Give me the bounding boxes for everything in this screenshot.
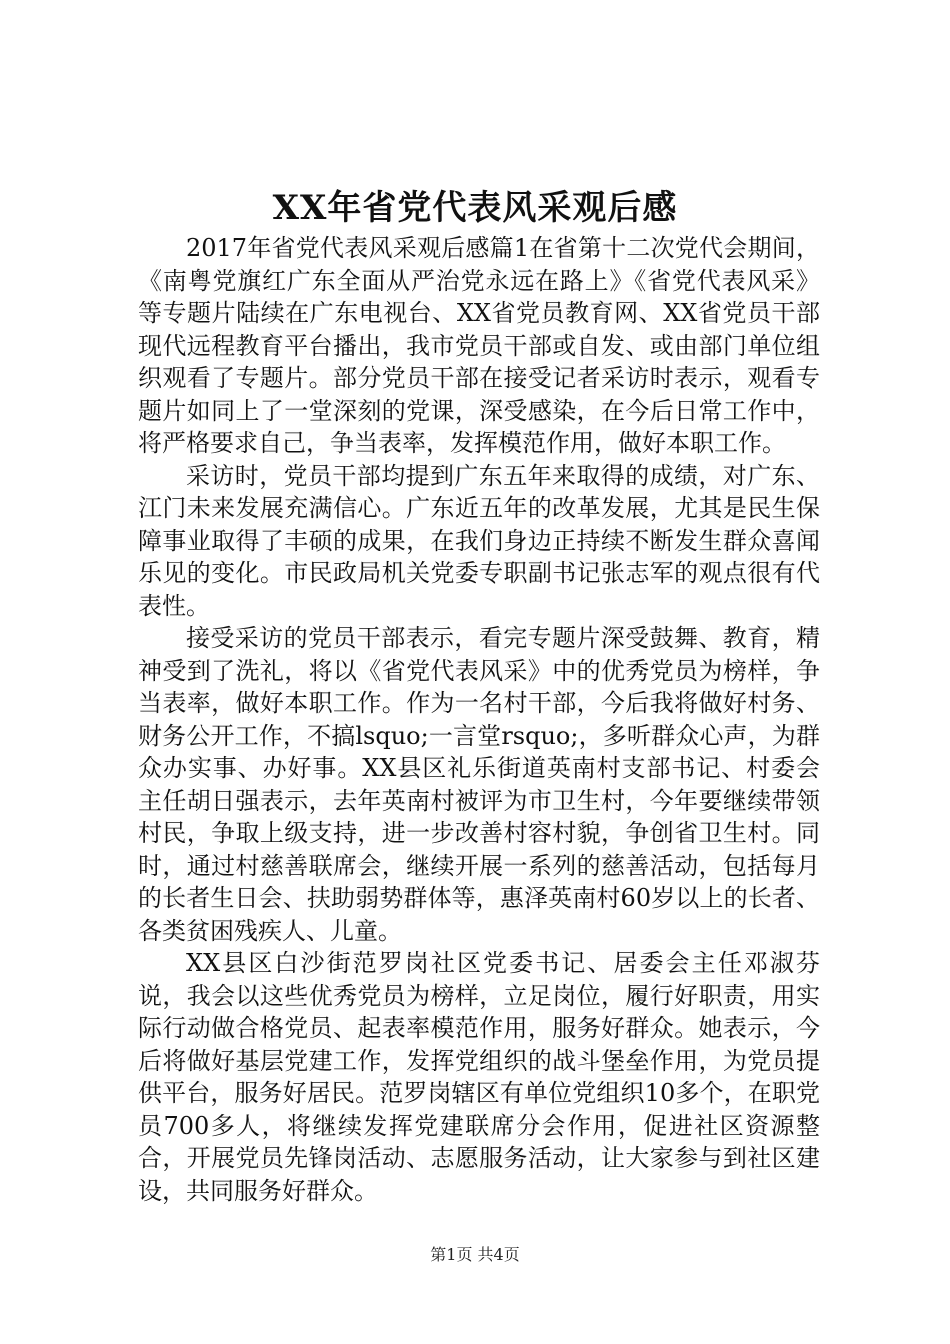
paragraph-2: 采访时，党员干部均提到广东五年来取得的成绩，对广东、江门未来发展充满信心。广东近五年的改革发展，尤其是民生保障事业取得了丰硕的成果，在我们身边正持续不断发生群众喜闻乐见的变化。市民政局机关党委专职副书记张志军的观点很有代表性。 xyxy=(138,461,820,620)
paragraph-4: XX县区白沙街范罗岗社区党委书记、居委会主任邓淑芬说，我会以这些优秀党员为榜样，立足岗位，履行好职责，用实际行动做合格党员、起表率模范作用，服务好群众。她表示，今后将做好基层党建工作，发挥党组织的战斗堡垒作用，为党员提供平台，服务好居民。范罗岗辖区有单位党组织10多个，在职党员700多人，将继续发挥党建联席分会作用，促进社区资源整合，开展党员先锋岗活动、志愿服务活动，让大家参与到社区建设，共同服务好群众。 xyxy=(138,949,820,1205)
document-title: XX年省党代表风采观后感 xyxy=(272,188,678,228)
paragraph-3: 接受采访的党员干部表示，看完专题片深受鼓舞、教育，精神受到了洗礼，将以《省党代表风采》中的优秀党员为榜样，争当表率，做好本职工作。作为一名村干部，今后我将做好村务、财务公开工作，不搞lsquo;一言堂rsquo;，多听群众心声，为群众办实事、办好事。XX县区礼乐街道英南村支部书记、村委会主任胡日强表示，去年英南村被评为市卫生村，今年要继续带领村民，争取上级支持，进一步改善村容村貌，争创省卫生村。同时，通过村慈善联席会，继续开展一系列的慈善活动，包括每月的长者生日会、扶助弱势群体等，惠泽英南村60岁以上的长者、各类贫困残疾人、儿童。 xyxy=(138,624,820,945)
document-body xyxy=(138,232,820,1207)
paragraph-1: 2017年省党代表风采观后感篇1在省第十二次党代会期间，《南粤党旗红广东全面从严治党永远在路上》《省党代表风采》等专题片陆续在广东电视台、XX省党员教育网、XX省党员干部现代远程教育平台播出，我市党员干部或自发、或由部门单位组织观看了专题片。部分党员干部在接受记者采访时表示，观看专题片如同上了一堂深刻的党课，深受感染，在今后日常工作中，将严格要求自己，争当表率，发挥模范作用，做好本职工作。 xyxy=(138,234,820,457)
page-number-footer: 第1页 共4页 xyxy=(430,1245,520,1264)
